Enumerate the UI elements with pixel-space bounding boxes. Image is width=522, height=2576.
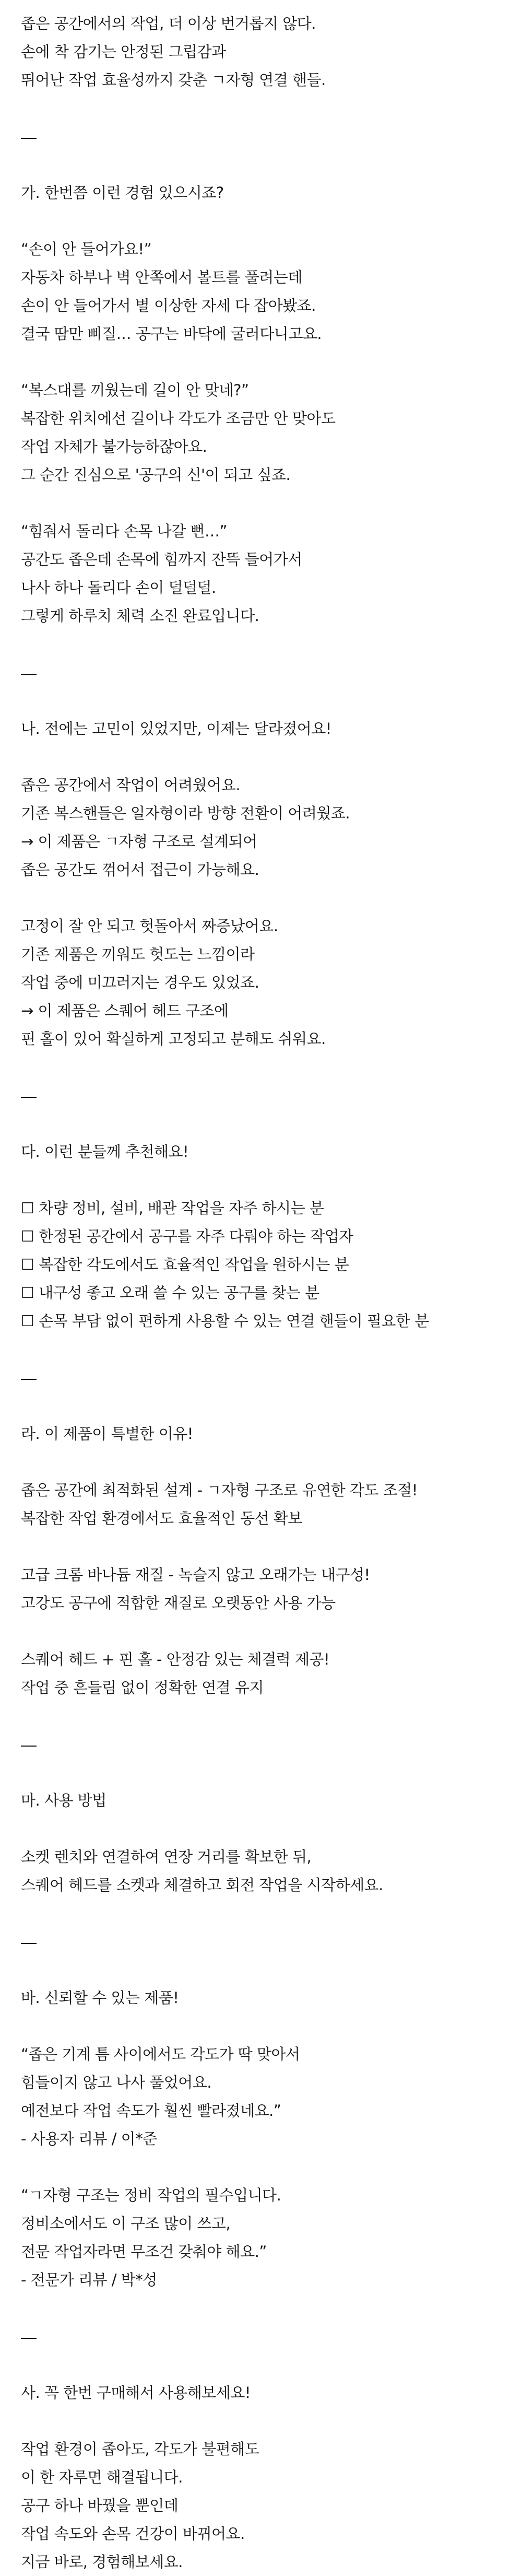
paragraph — [21, 1561, 501, 1617]
text-line: 손이 안 들어가서 별 이상한 자세 다 잡아봤죠. — [21, 297, 316, 314]
section-3 — [21, 1053, 501, 1335]
section-heading: 라. 이 제품이 특별한 이유! — [21, 1425, 193, 1443]
section-2 — [21, 630, 501, 1053]
spacer — [21, 1617, 501, 1645]
text-line: 힘들이지 않고 나사 풀었어요. — [21, 2074, 212, 2091]
spacer — [21, 1956, 501, 1984]
text-line: 스퀘어 헤드를 소켓과 체결하고 회전 작업을 시작하세요. — [21, 1876, 383, 1894]
text-line: “복스대를 끼웠는데 길이 안 맞네?” — [21, 381, 249, 399]
paragraph — [21, 2181, 501, 2294]
text-line: 나사 하나 돌리다 손이 덜덜덜. — [21, 579, 216, 596]
section-heading: 나. 전에는 고민이 있었지만, 이제는 달라졌어요! — [21, 720, 331, 737]
content-sections — [21, 94, 501, 2576]
text-line: 작업 중 흔들림 없이 정확한 연결 유지 — [21, 1679, 264, 1696]
section-1 — [21, 94, 501, 630]
text-line: → 이 제품은 스퀘어 헤드 구조에 — [21, 1002, 229, 1020]
text-line: “힘줘서 돌리다 손목 나갈 뻔…” — [21, 522, 228, 540]
section-5 — [21, 1702, 501, 1899]
paragraph — [21, 771, 501, 884]
section-divider — [21, 658, 501, 686]
text-line: 핀 홀이 있어 확실하게 고정되고 분해도 쉬워요. — [21, 1030, 326, 1048]
spacer — [21, 1758, 501, 1786]
paragraph — [21, 912, 501, 1053]
spacer — [21, 94, 501, 122]
text-line: ☐ 손목 부담 없이 편하게 사용할 수 있는 연결 핸들이 필요한 분 — [21, 1312, 429, 1330]
text-line: ☐ 복잡한 각도에서도 효율적인 작업을 원하시는 분 — [21, 1256, 349, 1273]
text-line: 기존 복스핸들은 일자형이라 방향 전환이 어려웠죠. — [21, 804, 350, 822]
spacer — [21, 2012, 501, 2040]
section-divider — [21, 1363, 501, 1391]
text-line: 예전보다 작업 속도가 훨씬 빨라졌네요.” — [21, 2102, 281, 2120]
text-line: 고정이 잘 안 되고 헛돌아서 짜증났어요. — [21, 917, 278, 935]
section-heading: 바. 신뢰할 수 있는 제품! — [21, 1989, 179, 2007]
intro-line: 좁은 공간에서의 작업, 더 이상 번거롭지 않다. — [21, 15, 316, 32]
intro-line: 손에 착 감기는 안정된 그립감과 — [21, 43, 226, 61]
text-line: 그렇게 하루치 체력 소진 완료입니다. — [21, 607, 259, 625]
text-line: 복잡한 위치에선 길이나 각도가 조금만 안 맞아도 — [21, 409, 336, 427]
text-line: “손이 안 들어가요!” — [21, 240, 152, 258]
text-line: 작업 환경이 좁아도, 각도가 불편해도 — [21, 2440, 259, 2458]
text-line: - 사용자 리뷰 / 이*준 — [21, 2130, 157, 2148]
text-line: - 전문가 리뷰 / 박*성 — [21, 2271, 157, 2289]
spacer — [21, 1166, 501, 1194]
section-6 — [21, 1899, 501, 2294]
text-line: 복잡한 작업 환경에서도 효율적인 동선 확보 — [21, 1509, 302, 1527]
spacer — [21, 2407, 501, 2435]
text-line: ☐ 차량 정비, 설비, 배관 작업을 자주 하시는 분 — [21, 1199, 324, 1217]
text-line: 지금 바로, 경험해보세요. — [21, 2553, 183, 2571]
text-line: 좁은 공간에서 작업이 어려웠어요. — [21, 776, 241, 794]
paragraph — [21, 2040, 501, 2153]
paragraph — [21, 235, 501, 348]
text-line: ☐ 내구성 좋고 오래 쓸 수 있는 공구를 찾는 분 — [21, 1284, 319, 1302]
spacer — [21, 1335, 501, 1363]
spacer — [21, 884, 501, 912]
section-divider — [21, 1730, 501, 1758]
section-4 — [21, 1335, 501, 1702]
text-line: 정비소에서도 이 구조 많이 쓰고, — [21, 2215, 231, 2232]
section-heading: 가. 한번쯤 이런 경험 있으시죠? — [21, 184, 224, 202]
spacer — [21, 2350, 501, 2379]
text-line: 고강도 공구에 적합한 재질로 오랫동안 사용 가능 — [21, 1594, 336, 1612]
spacer — [21, 489, 501, 517]
paragraph — [21, 376, 501, 489]
spacer — [21, 1053, 501, 1081]
spacer — [21, 743, 501, 771]
text-line: “ㄱ자형 구조는 정비 작업의 필수입니다. — [21, 2186, 281, 2204]
section-divider — [21, 1927, 501, 1956]
text-line: 작업 속도와 손목 건강이 바뀌어요. — [21, 2525, 245, 2543]
paragraph — [21, 1194, 501, 1335]
section-divider — [21, 2322, 501, 2350]
spacer — [21, 2153, 501, 2181]
section-heading: 마. 사용 방법 — [21, 1792, 106, 1809]
text-line: 공구 하나 바꿨을 뿐인데 — [21, 2497, 179, 2514]
text-line: 그 순간 진심으로 '공구의 신'이 되고 싶죠. — [21, 466, 291, 484]
text-line: 공간도 좁은데 손목에 힘까지 잔뜩 들어가서 — [21, 551, 302, 568]
text-line: → 이 제품은 ㄱ자형 구조로 설계되어 — [21, 833, 257, 850]
section-heading: 다. 이런 분들께 추천해요! — [21, 1143, 189, 1161]
section-divider — [21, 1081, 501, 1109]
spacer — [21, 1532, 501, 1561]
spacer — [21, 1448, 501, 1476]
paragraph — [21, 1476, 501, 1532]
spacer — [21, 1391, 501, 1420]
spacer — [21, 1702, 501, 1730]
spacer — [21, 1814, 501, 1843]
spacer — [21, 207, 501, 235]
text-line: 자동차 하부나 벽 안쪽에서 볼트를 풀려는데 — [21, 268, 302, 286]
text-line: 기존 제품은 끼워도 헛도는 느낌이라 — [21, 945, 255, 963]
spacer — [21, 630, 501, 658]
spacer — [21, 348, 501, 376]
intro-block — [21, 9, 501, 94]
text-line: ☐ 한정된 공간에서 공구를 자주 다뤄야 하는 작업자 — [21, 1227, 353, 1245]
spacer — [21, 686, 501, 715]
text-line: 좁은 공간도 꺾어서 접근이 가능해요. — [21, 861, 259, 879]
paragraph — [21, 2435, 501, 2576]
spacer — [21, 1899, 501, 1927]
text-line: 소켓 렌치와 연결하여 연장 거리를 확보한 뒤, — [21, 1848, 312, 1866]
spacer — [21, 1109, 501, 1138]
text-line: “좁은 기계 틈 사이에서도 각도가 딱 맞아서 — [21, 2045, 300, 2063]
text-line: 이 한 자루면 해결됩니다. — [21, 2468, 183, 2486]
section-divider — [21, 122, 501, 150]
section-heading: 사. 꼭 한번 구매해서 사용해보세요! — [21, 2384, 251, 2402]
text-line: 좁은 공간에 최적화된 설계 - ㄱ자형 구조로 유연한 각도 조절! — [21, 1481, 418, 1499]
text-line: 작업 자체가 불가능하잖아요. — [21, 438, 207, 455]
text-line: 스퀘어 헤드 + 핀 홀 - 안정감 있는 체결력 제공! — [21, 1650, 330, 1668]
text-line: 고급 크롬 바나듐 재질 - 녹슬지 않고 오래가는 내구성! — [21, 1566, 370, 1584]
paragraph — [21, 1843, 501, 1899]
text-line: 전문 작업자라면 무조건 갖춰야 해요.” — [21, 2243, 267, 2261]
text-line: 결국 땀만 삐질… 공구는 바닥에 굴러다니고요. — [21, 325, 322, 343]
spacer — [21, 2294, 501, 2322]
paragraph — [21, 1645, 501, 1702]
spacer — [21, 150, 501, 179]
paragraph — [21, 517, 501, 630]
text-line: 작업 중에 미끄러지는 경우도 있었죠. — [21, 974, 259, 991]
section-7 — [21, 2294, 501, 2576]
intro-line: 뛰어난 작업 효율성까지 갖춘 ㄱ자형 연결 핸들. — [21, 71, 326, 89]
